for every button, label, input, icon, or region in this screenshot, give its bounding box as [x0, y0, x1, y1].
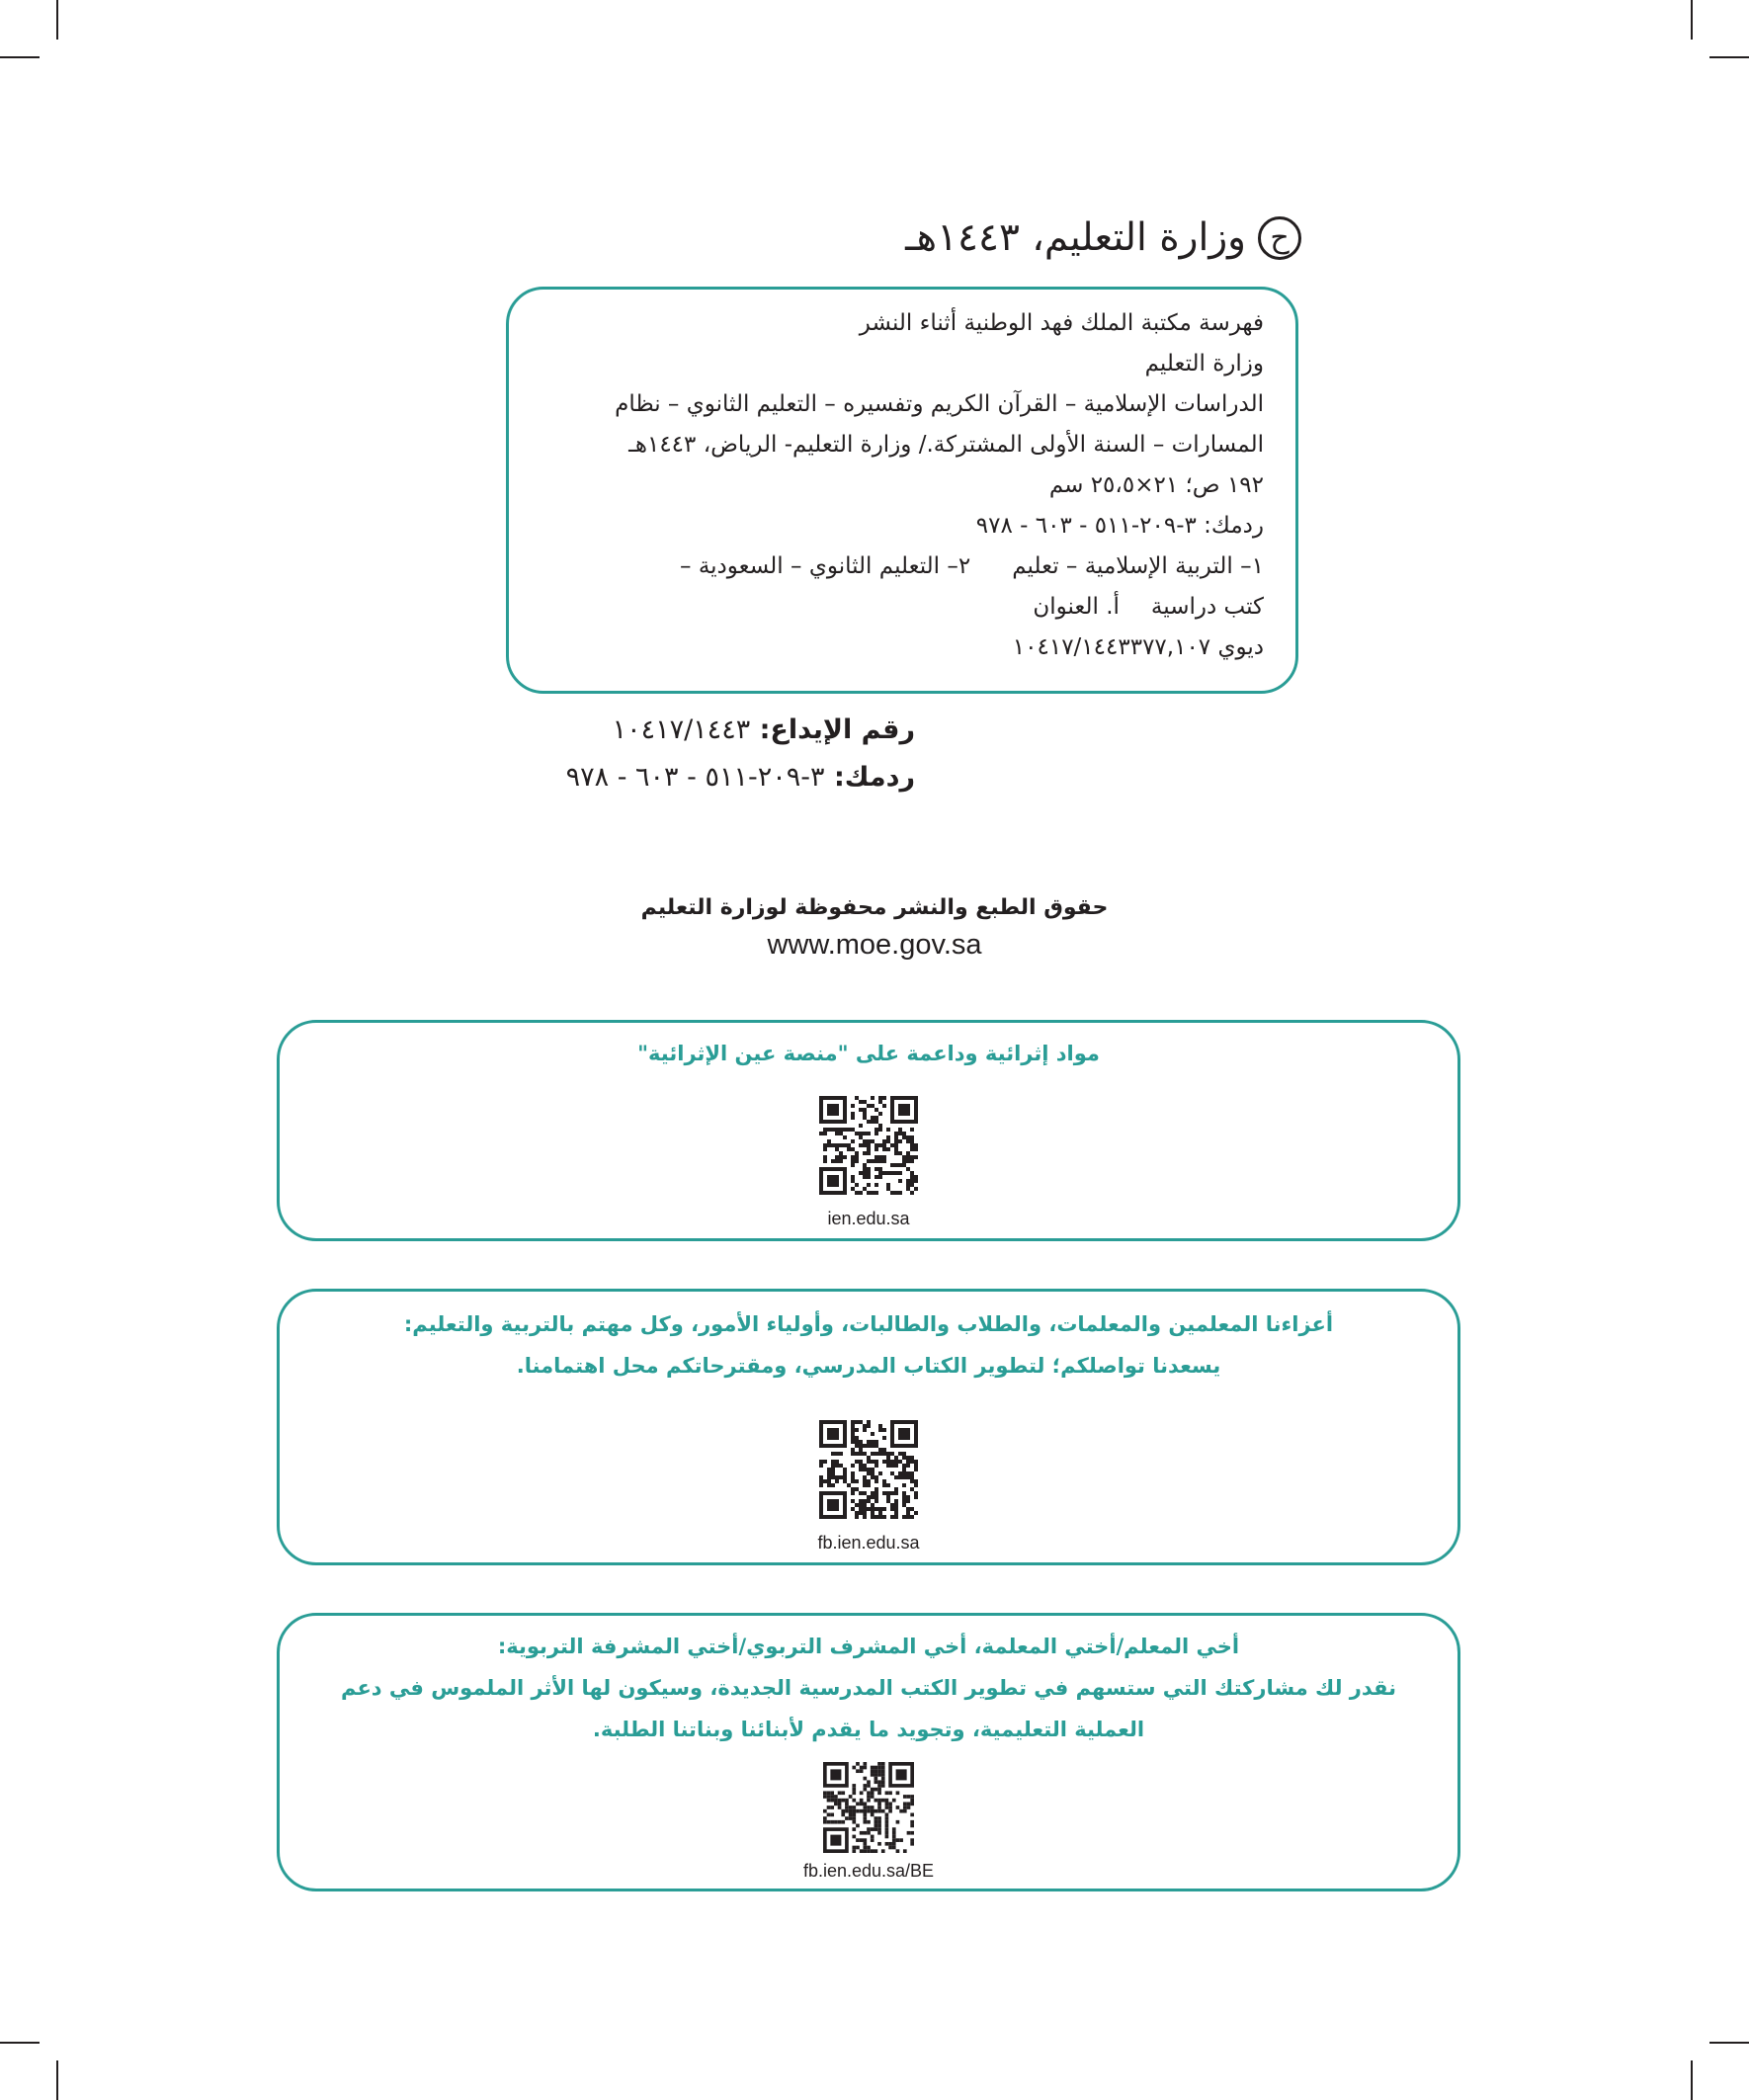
catalog-line: المسارات – السنة الأولى المشتركة./ وزارة التعليم- الرياض، ١٤٤٣هـ [628, 432, 1264, 458]
deposit-info [362, 707, 915, 801]
isbn-value: ٣-٢٠٩-٥١١ - ٦٠٣ - ٩٧٨ [565, 762, 825, 793]
box-text-line: العملية التعليمية، وتجويد ما يقدم لأبنائنا وبناتنا الطلبة. [592, 1718, 1145, 1741]
qr-code-icon[interactable] [819, 1096, 918, 1195]
qr-code-icon[interactable] [819, 1420, 918, 1519]
crop-mark [56, 2060, 58, 2100]
crop-mark [1709, 56, 1749, 58]
box-text-line: نقدر لك مشاركتك التي ستسهم في تطوير الكتب المدرسية الجديدة، وسيكون لها الأثر الملموس في دعم [340, 1676, 1396, 1700]
box-text-line: يسعدنا تواصلكم؛ لتطوير الكتاب المدرسي، ومقترحاتكم محل اهتمامنا. [516, 1354, 1221, 1378]
qr-url[interactable]: ien.edu.sa [827, 1209, 910, 1228]
website-link[interactable]: www.moe.gov.sa [767, 929, 982, 961]
catalog-subjects [541, 546, 1264, 587]
isbn-label: ردمك: [833, 762, 915, 793]
catalog-dewey-row [541, 628, 1264, 668]
enrichment-box [277, 1020, 1460, 1241]
page-title [610, 215, 1301, 260]
crop-mark [1691, 2060, 1693, 2100]
catalog-isbn-line: ردمك: ٣-٢٠٩-٥١١ - ٦٠٣ - ٩٧٨ [975, 513, 1264, 539]
box-text-line: أخي المعلم/أختي المعلمة، أخي المشرف التربوي/أختي المشرفة التربوية: [497, 1635, 1240, 1658]
crop-mark [0, 56, 40, 58]
crop-mark [1691, 0, 1693, 40]
catalog-box [506, 287, 1298, 694]
qr-url[interactable]: fb.ien.edu.sa [817, 1533, 920, 1553]
crop-mark [1709, 2042, 1749, 2044]
box-text-line: أعزاءنا المعلمين والمعلمات، والطلاب والطالبات، وأولياء الأمور، وكل مهتم بالتربية والتعليم: [403, 1312, 1334, 1336]
page-title-text: وزارة التعليم، ١٤٤٣هـ [905, 215, 1246, 260]
deposit-number-line [362, 707, 915, 754]
box-text-line: مواد إثرائية وداعمة على "منصة عين الإثرائية" [637, 1042, 1100, 1065]
catalog-line: الدراسات الإسلامية – القرآن الكريم وتفسيره – التعليم الثانوي – نظام [615, 391, 1264, 417]
catalog-line: ١٩٢ ص؛ ٢١×٢٥،٥ سم [1048, 472, 1264, 498]
feedback-box [277, 1289, 1460, 1565]
catalog-line: فهرسة مكتبة الملك فهد الوطنية أثناء النشر [859, 310, 1264, 336]
catalog-line [541, 587, 1264, 628]
catalog-subject: ٢– التعليم الثانوي – السعودية – [680, 553, 971, 579]
catalog-line-part: كتب دراسية [1150, 594, 1264, 620]
copyright-circle-icon: ح [1258, 216, 1301, 260]
deposit-label: رقم الإيداع: [759, 714, 915, 745]
deposit-value: ١٠٤١٧/١٤٤٣ [612, 714, 751, 745]
copyright-text: حقوق الطبع والنشر محفوظة لوزارة التعليم [640, 895, 1109, 920]
qr-url[interactable]: fb.ien.edu.sa/BE [802, 1861, 935, 1881]
catalog-line: وزارة التعليم [1144, 351, 1264, 377]
catalog-subject: ١– التربية الإسلامية – تعليم [1012, 553, 1264, 579]
crop-mark [56, 0, 58, 40]
isbn-line [362, 754, 915, 801]
catalog-number: ١٠٤١٧/١٤٤٣ [1012, 634, 1130, 660]
catalog-dewey: ديوي ٣٧٧,١٠٧ [1129, 634, 1264, 660]
catalog-line-part: أ. العنوان [1033, 594, 1120, 620]
qr-code-icon[interactable] [823, 1762, 914, 1853]
crop-mark [0, 2042, 40, 2044]
teacher-feedback-box [277, 1613, 1460, 1891]
